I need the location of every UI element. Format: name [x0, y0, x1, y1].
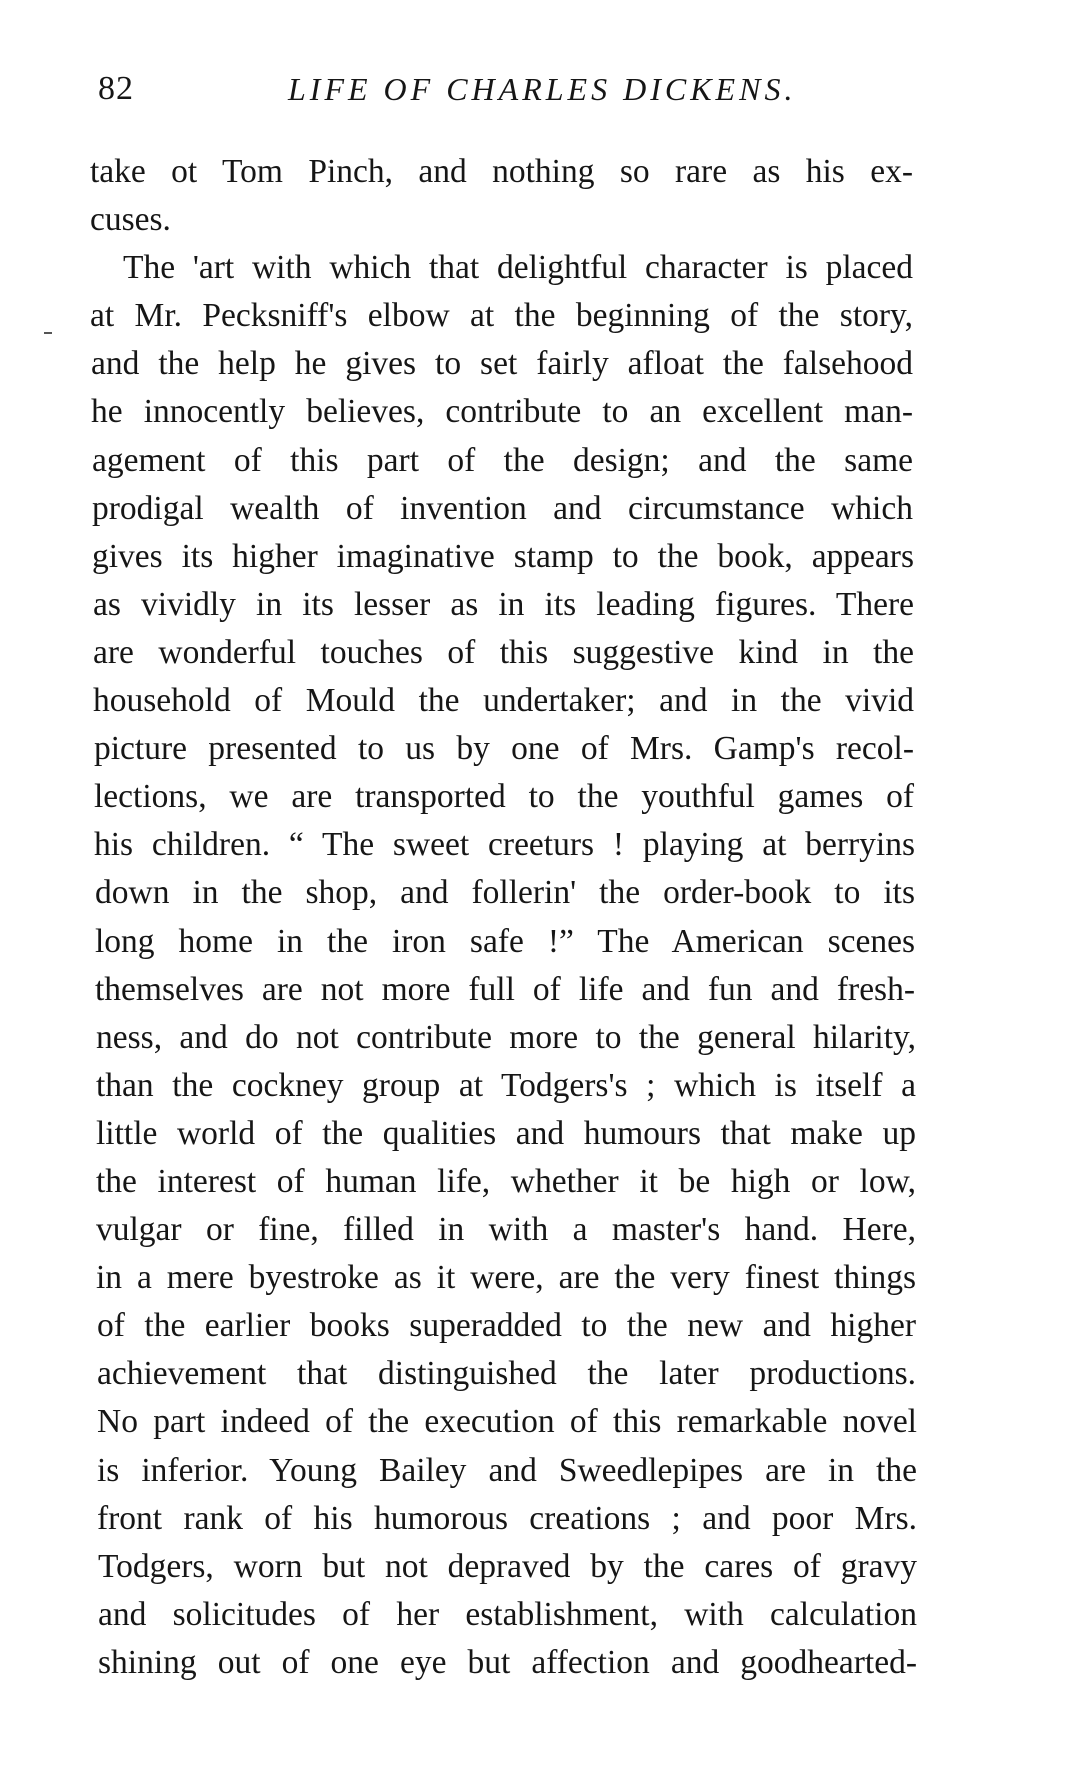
text-line: is inferior. Young Bailey and Sweedlepipes are in the [97, 1451, 917, 1489]
text-line: at Mr. Pecksniff's elbow at the beginning of the story, [90, 297, 913, 335]
text-line: the interest of human life, whether it be high or low, [96, 1162, 916, 1200]
text-line: cuses. [90, 201, 171, 239]
text-line: his children. “ The sweet creeturs ! playing at berryins [94, 826, 915, 864]
running-head-title: LIFE OF CHARLES DICKENS. [288, 71, 797, 107]
text-line: household of Mould the undertaker; and in the vivid [93, 682, 914, 720]
text-line: long home in the iron safe !” The American scenes [95, 922, 915, 960]
text-line: of the earlier books superadded to the new and higher [97, 1307, 916, 1345]
text-line: front rank of his humorous creations ; and poor Mrs. [97, 1499, 917, 1537]
text-line: are wonderful touches of this suggestive kind in the [93, 633, 914, 671]
text-line: down in the shop, and follerin' the order-book to its [95, 874, 915, 912]
text-line: he innocently believes, contribute to an excellent man- [91, 393, 913, 431]
text-line: No part indeed of the execution of this remarkable novel [97, 1403, 917, 1441]
text-line: than the cockney group at Todgers's ; which is itself a [96, 1066, 916, 1104]
text-line: achievement that distinguished the later productions. [97, 1355, 916, 1393]
page-number: 82 [98, 70, 134, 107]
text-line: prodigal wealth of invention and circumstance which [92, 489, 913, 527]
body-text [0, 148, 1087, 1687]
text-line: little world of the qualities and humours that make up [96, 1114, 916, 1152]
text-line: picture presented to us by one of Mrs. Gamp's recol- [94, 730, 914, 768]
text-line: lections, we are transported to the youthful games of [94, 778, 914, 816]
text-line: themselves are not more full of life and fun and fresh- [95, 970, 915, 1008]
page-header [98, 64, 1038, 114]
text-line: as vividly in its lesser as in its leading figures. There [93, 585, 914, 623]
text-line: vulgar or fine, filled in with a master's hand. Here, [96, 1211, 916, 1249]
text-line: and the help he gives to set fairly afloat the falsehood [91, 345, 913, 383]
text-line: shining out of one eye but affection and goodhearted- [98, 1643, 917, 1681]
text-line: gives its higher imaginative stamp to the book, appears [92, 537, 914, 575]
text-line: and solicitudes of her establishment, with calculation [98, 1595, 917, 1633]
text-line: The 'art with which that delightful character is placed [123, 249, 913, 287]
text-line: take ot Tom Pinch, and nothing so rare as his ex- [90, 153, 913, 190]
text-line: in a mere byestroke as it were, are the very finest things [96, 1259, 916, 1297]
text-line: ness, and do not contribute more to the general hilarity, [96, 1018, 916, 1056]
text-line: agement of this part of the design; and the same [92, 441, 913, 479]
text-line: Todgers, worn but not depraved by the cares of gravy [98, 1547, 917, 1585]
